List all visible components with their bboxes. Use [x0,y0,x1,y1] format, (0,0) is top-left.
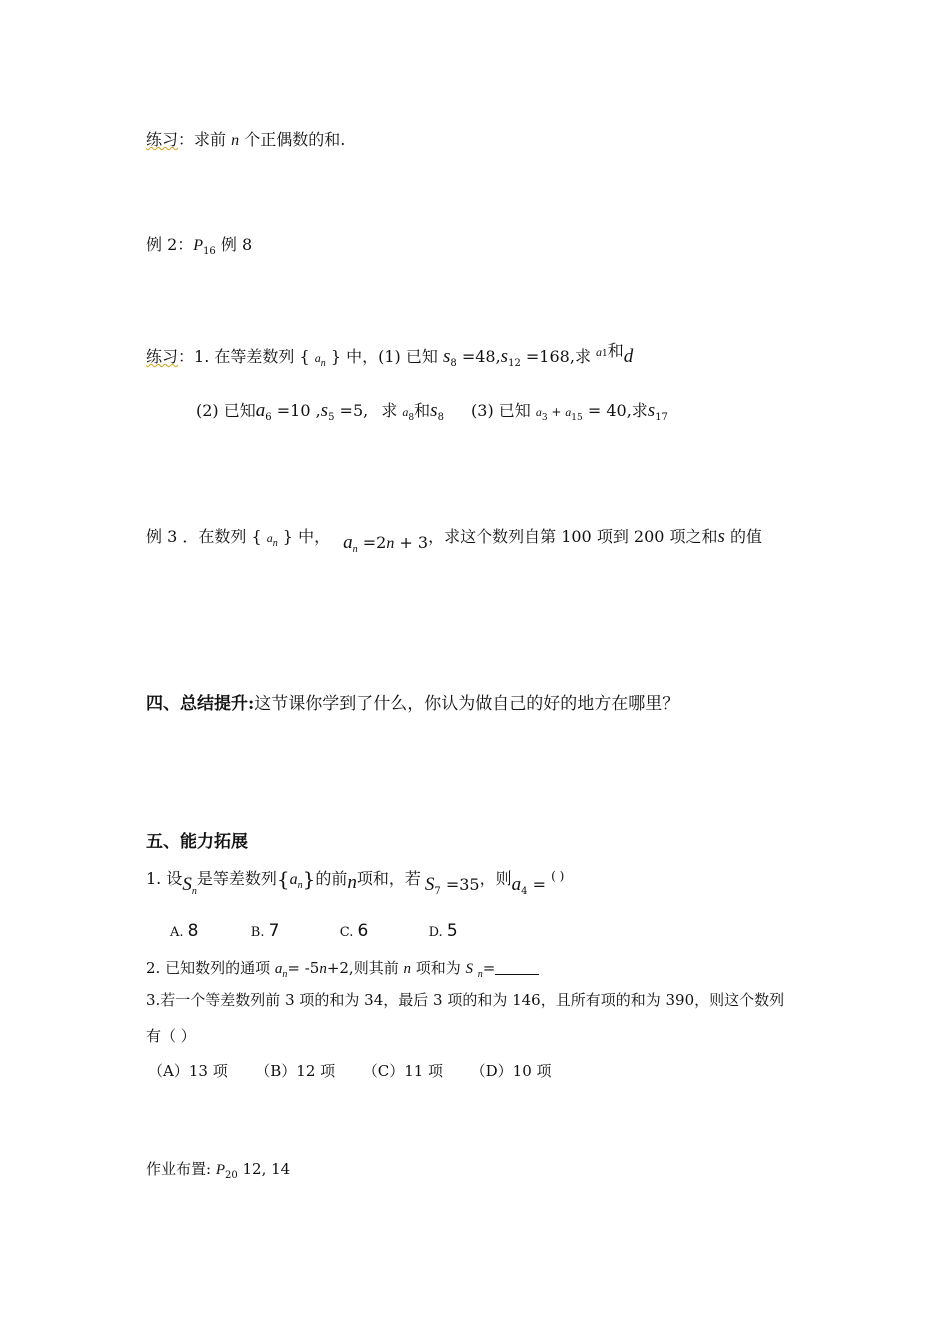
answer-blank[interactable] [495,960,539,975]
homework-label: 作业布置: [146,1160,216,1178]
practice-line-1: 练习：求前 n 个正偶数的和. [146,130,346,149]
option-b[interactable]: B. 7 [250,921,280,941]
option-d[interactable]: （D）10 项 [470,1062,552,1080]
option-d[interactable]: D. 5 [428,921,458,941]
option-b[interactable]: （B）12 项 [255,1062,336,1080]
example-2-line: 例 2：$P_{16}$ 例 8 [146,235,253,257]
question-3-options [148,1060,552,1081]
option-a[interactable]: A. 8 [170,921,199,941]
homework-line: 作业布置: $P_{20}$ 12, 14 [146,1160,291,1181]
question-3-line-1: 3.若一个等差数列前 3 项的和为 34，最后 3 项的和为 146，且所有项的和为 390，则这个数列 [146,991,785,1009]
option-c[interactable]: C. 6 [339,921,369,941]
section-4-summary: 四、总结提升:这节课你学到了什么，你认为做自己的好的地方在哪里？ [146,694,680,714]
example-3-line: 例 3 ．在数列 { $a_n$ } 中， $a_n =2n + 3$，求这个数列自第 100 项到 200 项之和s 的值 [146,526,763,555]
example-3-label: 例 3 ．在数列 { [146,527,267,546]
question-3-line-2: 有（ ） [146,1027,196,1045]
question-1-options [170,921,458,941]
option-c[interactable]: （C）11 项 [362,1062,444,1080]
practice-label: 练习 [146,347,179,366]
section-4-heading: 四、总结提升: [146,694,255,714]
example-2-label: 例 2： [146,235,194,254]
practice-2-items-2-3: (2) 已知$a_6 =10$ $,s_5 =5$, 求 $a_8$和$s_8$ (3) 已知 $a_3 + a_{15} = 40$,求$s_{17}$ [196,400,668,423]
practice-2-item-1: 练习：1. 在等差数列 { $a_n$ } 中，(1) 已知 $s_8 =48,s_{12} =168$,求 $^{a1}$和d [146,341,634,369]
question-2: 2. 已知数列的通项 $a_n= -5n+2$,则其前 n 项和为 S $_n$= [146,957,539,980]
question-1: 1. 设$S_n$是等差数列$\{a_n\}$的前n项和，若 $S_7 =35$，则$a_4 = ^{( )}$ [146,867,565,897]
section-5-heading: 五、能力拓展 [146,832,248,852]
option-a[interactable]: （A）13 项 [148,1062,228,1080]
practice-label: 练习 [146,130,179,149]
